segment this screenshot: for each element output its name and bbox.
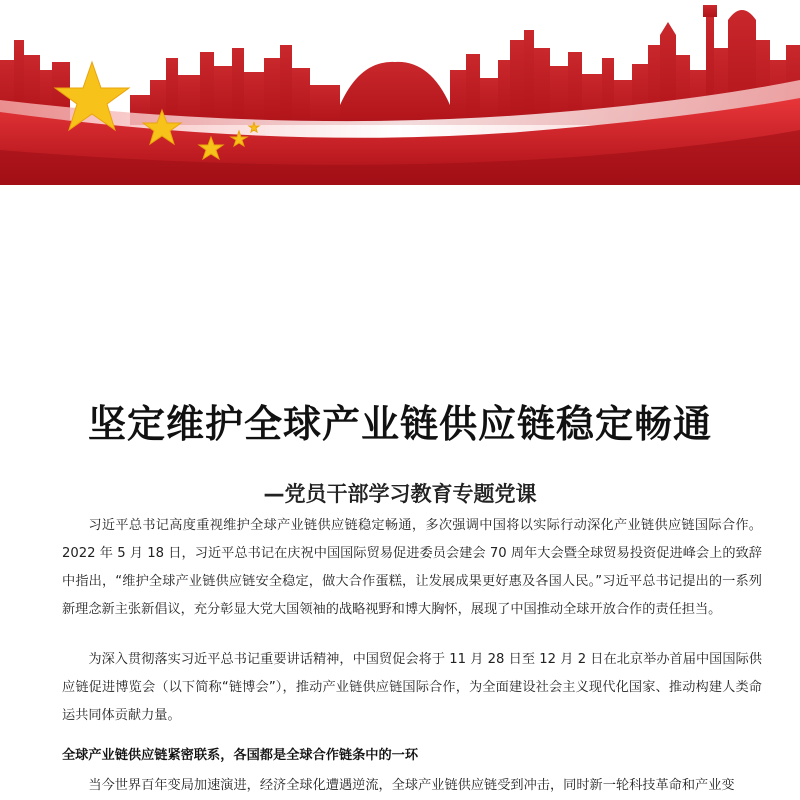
document-title: 坚定维护全球产业链供应链稳定畅通 bbox=[87, 402, 712, 446]
body-paragraph-partial: 当今世界百年变局加速演进，经济全球化遭遇逆流，全球产业链供应链受到冲击，同时新一轮科技革命和产业变 bbox=[88, 778, 735, 793]
banner-skyline-illustration bbox=[0, 0, 800, 185]
body-paragraph: 习近平总书记高度重视维护全球产业链供应链稳定畅通，多次强调中国将以实际行动深化产业链供应链国际合作。2022 年 5 月 18 日，习近平总书记在庆祝中国国际贸易促进委员会建会 70 周年大会暨全球贸易投资促进峰会上的致辞中指出，“维护全球产业链供应链安全稳定，做大合作蛋糕，让发展成果更好惠及各国人民。”习近平总书记提出的一系列新理念新主张新倡议，充分彰显大党大国领袖的战略视野和博大胸怀，展现了中国推动全球开放合作的责任担当。 bbox=[62, 518, 762, 617]
document-subtitle: —党员干部学习教育专题党课 bbox=[263, 482, 537, 506]
section-heading: 全球产业链供应链紧密联系，各国都是全球合作链条中的一环 bbox=[62, 748, 419, 763]
body-paragraph: 为深入贯彻落实习近平总书记重要讲话精神，中国贸促会将于 11 月 28 日至 12 月 2 日在北京举办首届中国国际供应链促进博览会（以下简称“链博会”），推动产业链供应链国际合作，为全面建设社会主义现代化国家、推动构建人类命运共同体贡献力量。 bbox=[62, 652, 762, 723]
